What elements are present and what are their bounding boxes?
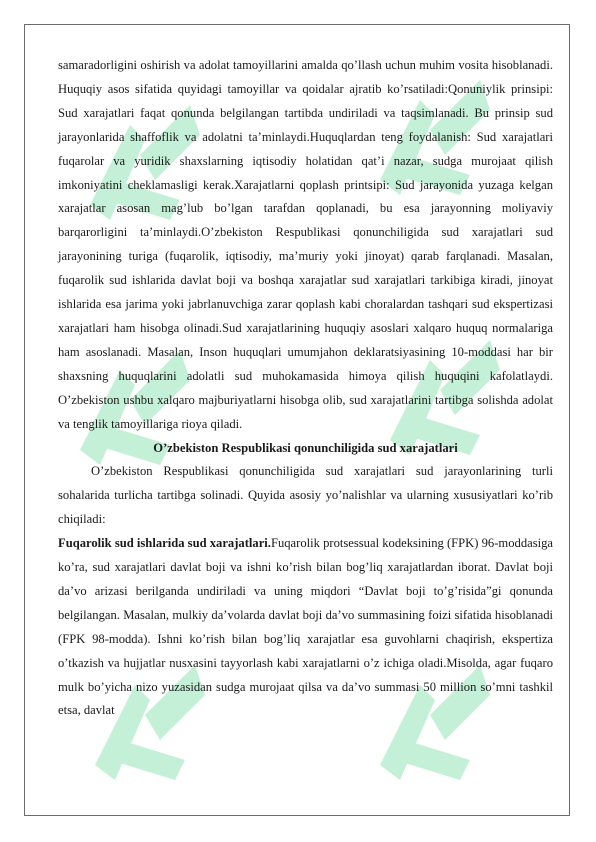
paragraph-legal-basis: samaradorligini oshirish va adolat tamoyillarini amalda qo’llash uchun muhim vosita hisoblanadi. Huquqiy asos sifatida quyidagi tamoyillar va qoidalar ajratib ko’rsatiladi:Qonuniylik prinsipi: Sud xarajatlari faqat qonunda belgilangan tartibda undiriladi va taqsimlanadi. Bu prinsip sud jarayonlarida shaffoflik va adolatni ta’minlaydi.Huquqlardan teng foydalanish: Sud xarajatlari fuqarolar va yuridik shaxslarning iqtisodiy holatidan qat’i nazar, sudga murojaat qilish imkoniyatini cheklamasligi kerak.Xarajatlarni qoplash printsipi: Sud jarayonida yuzaga kelgan xarajatlar asosan mag’lub bo’lgan tarafdan qoplanadi, bu esa jarayonning moliyaviy barqarorligini ta’minlaydi.O’zbekiston Respublikasi qonunchiligida sud xarajatlari sud jarayonining turiga (fuqarolik, iqtisodiy, ma’muriy yoki jinoyat) qarab farqlanadi. Masalan, fuqarolik sud ishlarida davlat boji va boshqa xarajatlar sud xarajatlari tarkibiga kiradi, jinoyat ishlarida esa jarima yoki jabrlanuvchiga zarar qoplash kabi choralardan tashqari sud ekspertizasi xarajatlari ham hisobga olinadi.Sud xarajatlarining huquqiy asoslari xalqaro huquq normalariga ham asoslanadi. Masalan, Inson huquqlari umumjahon deklaratsiyasining 10-moddasi har bir shaxsning huquqlarini adolatli sud muhokamasida himoya qilish huquqini kafolatlaydi. O’zbekiston ushbu xalqaro majburiyatlarni hisobga olib, sud xarajatlarini tartibga solishda adolat va tenglik tamoyillariga rioya qiladi. (58, 58, 553, 431)
document-body (58, 54, 553, 723)
civil-cases-text: Fuqarolik protsessual kodeksining (FPK) 96-moddasiga ko’ra, sud xarajatlari davlat boji va ishni ko’rish bilan bog’liq xarajatlardan iborat. Davlat boji da’vo arizasi berilganda undiriladi va uning miqdori “Davlat boji to’g’risida”gi qonunda belgilangan. Masalan, mulkiy da’volarda davlat boji da’vo summasining foizi sifatida hisoblanadi (FPK 98-modda). Ishni ko’rish bilan bog’liq xarajatlar esa guvohlarni chaqirish, ekspertiza o’tkazish va hujjatlar nusxasini tayyorlash kabi xarajatlarni o’z ichiga oladi.Misolda, agar fuqaro mulk bo’yicha nizo yuzasidan sudga murojaat qilsa va da’vo summasi 50 million so’mni tashkil etsa, davlat (58, 536, 553, 718)
paragraph-intro: O’zbekiston Respublikasi qonunchiligida sud xarajatlari sud jarayonlarining turli sohalarida turlicha tartibga solinadi. Quyida asosiy yo’nalishlar va ularning xususiyatlari ko’rib chiqiladi: (58, 464, 553, 527)
civil-cases-title: Fuqarolik sud ishlarida sud xarajatlari. (58, 536, 271, 551)
paragraph-civil-cases (58, 532, 553, 723)
section-heading: O’zbekiston Respublikasi qonunchiligida sud xarajatlari (153, 440, 458, 455)
